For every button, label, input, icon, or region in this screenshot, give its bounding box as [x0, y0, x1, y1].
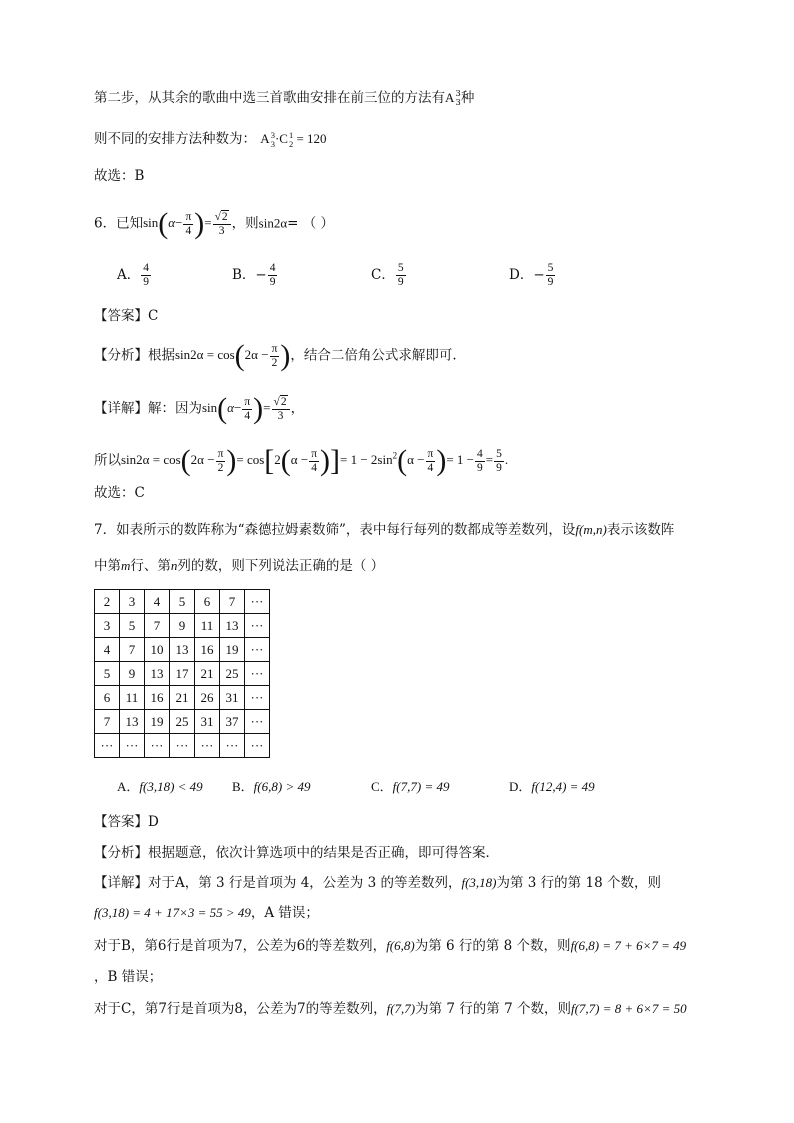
q7-option-c[interactable]: C．f(7,7) = 49 — [371, 779, 450, 794]
table-cell: 3 — [95, 614, 120, 638]
q7-detail-1: 【详解】对于A，第 3 行是首项为 4，公差为 3 的等差数列，f(3,18)为第 3 行的第 18 个数，则 — [94, 875, 661, 891]
table-cell: ··· — [245, 734, 270, 758]
table-cell: 13 — [145, 662, 170, 686]
table-row — [95, 734, 270, 758]
q7-answer: 【答案】D — [94, 814, 159, 830]
table-cell: ··· — [245, 662, 270, 686]
table-cell: 31 — [220, 686, 245, 710]
q7-stem-1: 7．如表所示的数阵称为“森德拉姆素数筛”，表中每行每列的数都成等差数列，设f(m,n)表示该数阵 — [94, 522, 675, 538]
table-cell: 13 — [220, 614, 245, 638]
table-cell: 21 — [195, 662, 220, 686]
table-cell: 6 — [195, 590, 220, 614]
table-cell: 26 — [195, 686, 220, 710]
table-cell: ··· — [220, 734, 245, 758]
table-cell: 9 — [170, 614, 195, 638]
q7-stem-2: 中第m行、第n列的数，则下列说法正确的是（ ） — [94, 558, 385, 574]
table-cell: ··· — [245, 638, 270, 662]
table-cell: 3 — [120, 590, 145, 614]
table-cell: 16 — [195, 638, 220, 662]
table-cell: 21 — [170, 686, 195, 710]
table-cell: 7 — [220, 590, 245, 614]
choice-b-line: 故选：B — [94, 168, 145, 184]
q7-option-b[interactable]: B．f(6,8) > 49 — [232, 779, 311, 794]
table-cell: ··· — [245, 590, 270, 614]
table-cell: 6 — [95, 686, 120, 710]
table-cell: 9 — [120, 662, 145, 686]
q6-detail: 【详解】解：因为sin(α− $\frac{\pi}{4}$ )= $\frac{√2}{3}$ ， — [94, 392, 305, 426]
q6-analysis: 【分析】根据sin2α = cos(2α − $\frac{\pi}{2}$ )，结合二倍角公式求解即可. — [94, 339, 457, 373]
table-row — [95, 614, 270, 638]
table-row — [95, 710, 270, 734]
table-cell: ··· — [245, 614, 270, 638]
table-cell: 16 — [145, 686, 170, 710]
table-cell: 19 — [145, 710, 170, 734]
q6-derivation: 所以sin2α = cos(2α − $\frac{\pi}{2}$ )= cos[2(α − $\frac{\pi}{4}$ )]= $1 - 2\sin^2(\alpha$ − $\frac{\pi}{4}$ )= 1 − $\frac{4}{9}$ = $\frac{5}{9}$ . — [94, 444, 509, 478]
table-cell: 7 — [145, 614, 170, 638]
table-cell: 25 — [170, 710, 195, 734]
q6-option-c[interactable]: C． $\frac{5}{9}$ — [371, 262, 404, 288]
q6-option-d[interactable]: D．− $\frac{5}{9}$ — [509, 262, 554, 288]
table-cell: ··· — [120, 734, 145, 758]
q7-detail-2: f(3,18) = 4 + 17×3 = 55 > 49，A 错误； — [94, 905, 319, 921]
q7-detail-4: ，B 错误； — [94, 969, 163, 985]
q6-option-a[interactable]: A． $\frac{4}{9}$ — [117, 262, 149, 288]
q7-detail-3: 对于B，第6行是首项为7，公差为6的等差数列，f(6,8)为第 6 行的第 8 个数，则f(6,8) = 7 + 6×7 = 49 — [94, 938, 687, 954]
table-cell: 4 — [95, 638, 120, 662]
table-cell: ··· — [95, 734, 120, 758]
table-cell: ··· — [195, 734, 220, 758]
q7-option-d[interactable]: D．f(12,4) = 49 — [509, 779, 595, 794]
q6-final: 故选：C — [94, 485, 145, 501]
count-line: 则不同的安排方法种数为： A 3 3 ·C 1 2 = 120 — [94, 130, 327, 150]
table-cell: 5 — [120, 614, 145, 638]
table-cell: ··· — [145, 734, 170, 758]
table-cell: 37 — [220, 710, 245, 734]
table-cell: 10 — [145, 638, 170, 662]
table-cell: ··· — [170, 734, 195, 758]
table-cell: 31 — [195, 710, 220, 734]
table-cell: 5 — [170, 590, 195, 614]
table-cell: 25 — [220, 662, 245, 686]
q7-option-a[interactable]: A．f(3,18) < 49 — [117, 779, 203, 794]
table-cell: 17 — [170, 662, 195, 686]
q6-option-b[interactable]: B．− $\frac{4}{9}$ — [232, 262, 276, 288]
table-cell: 11 — [120, 686, 145, 710]
table-cell: 13 — [170, 638, 195, 662]
table-cell: ··· — [245, 710, 270, 734]
q7-analysis: 【分析】根据题意，依次计算选项中的结果是否正确，即可得答案． — [94, 845, 499, 861]
table-cell: ··· — [245, 686, 270, 710]
q7-detail-5: 对于C，第7行是首项为8，公差为7的等差数列，f(7,7)为第 7 行的第 7 个数，则f(7,7) = 8 + 6×7 = 50 — [94, 1001, 687, 1017]
table-cell: 19 — [220, 638, 245, 662]
table-cell: 5 — [95, 662, 120, 686]
sundaram-sieve-table — [94, 589, 270, 758]
step2-line: 第二步，从其余的歌曲中选三首歌曲安排在前三位的方法有A 3 3 种 — [94, 88, 475, 108]
table-row — [95, 662, 270, 686]
table-cell: 2 — [95, 590, 120, 614]
table-cell: 11 — [195, 614, 220, 638]
table-row — [95, 638, 270, 662]
q6-stem: 6．已知sin(α− $\frac{\pi}{4}$ )= $\frac{√2}{3}$ ，则sin2α= （ ） — [94, 207, 335, 241]
table-row — [95, 590, 270, 614]
table-cell: 13 — [120, 710, 145, 734]
q6-answer: 【答案】C — [94, 308, 159, 324]
table-cell: 4 — [145, 590, 170, 614]
table-row — [95, 686, 270, 710]
table-cell: 7 — [120, 638, 145, 662]
table-cell: 7 — [95, 710, 120, 734]
